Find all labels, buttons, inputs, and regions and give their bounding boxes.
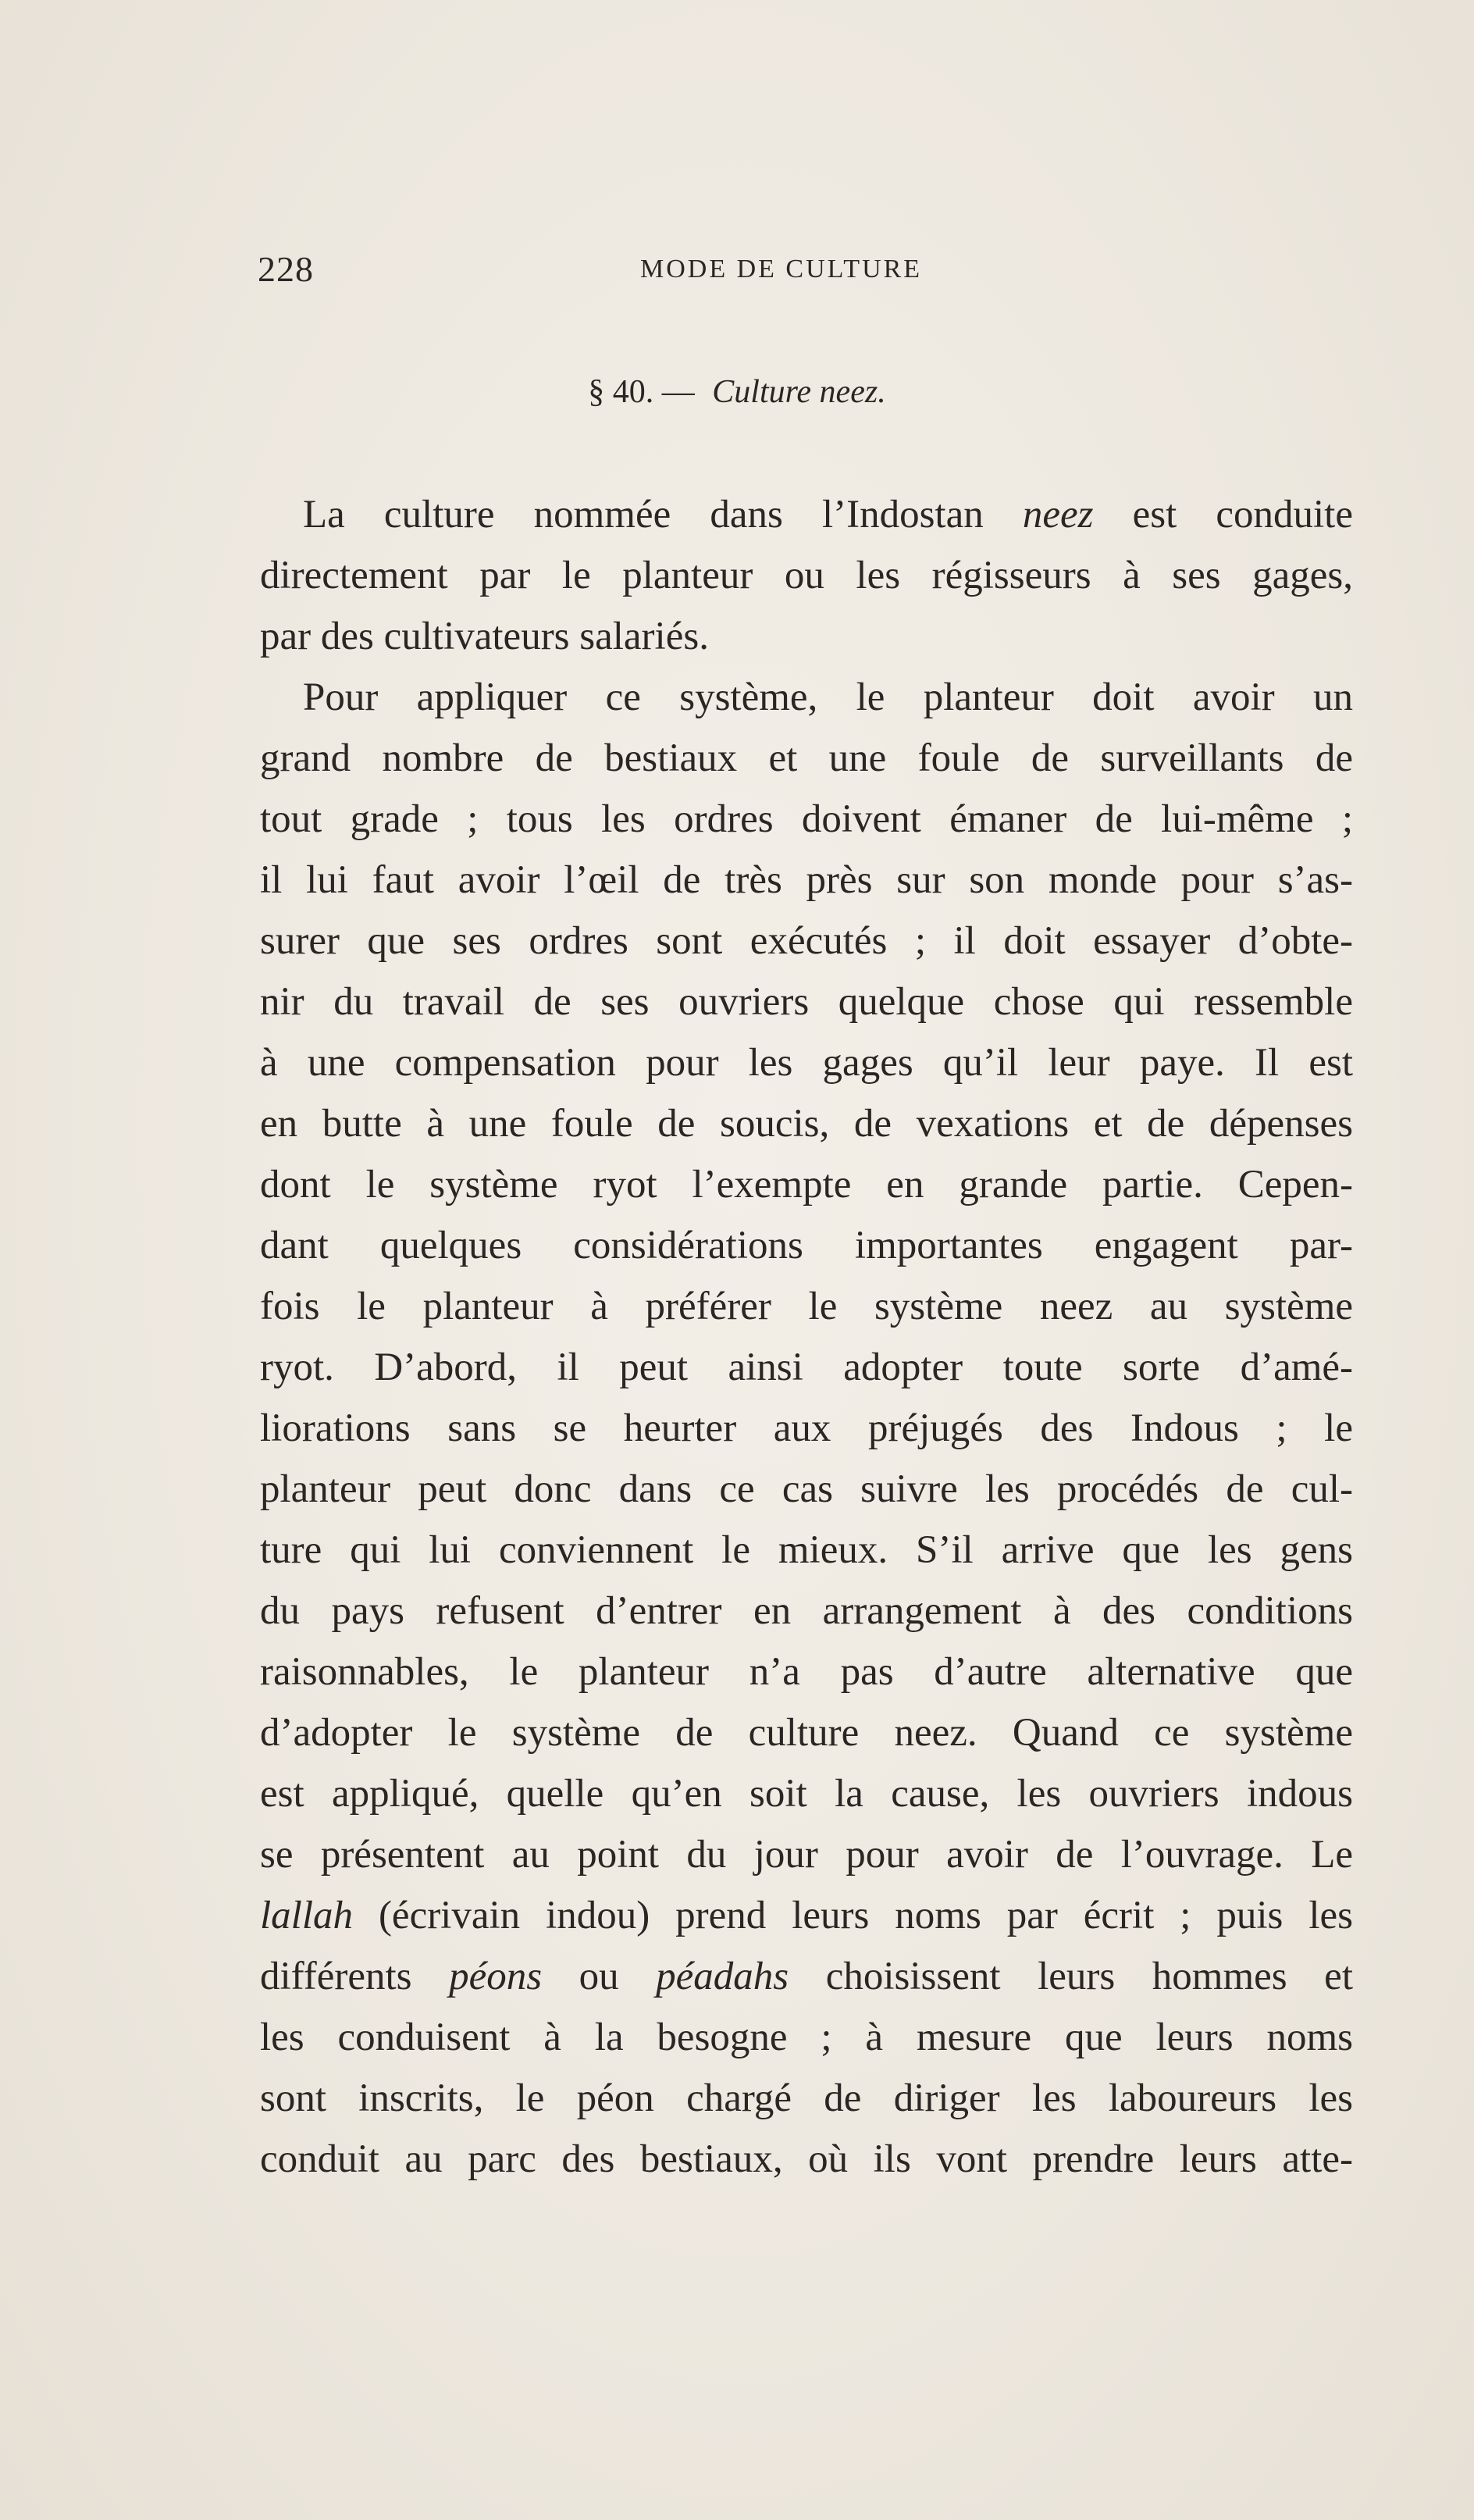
text-line: nir du travail de ses ouvriers quelque chose qui ressemble xyxy=(260,980,1353,1024)
text-line: différents péons ou péadahs choisissent leurs hommes et xyxy=(260,1955,1353,1998)
section-number: § 40. — xyxy=(588,374,695,410)
text-line: sont inscrits, le péon chargé de diriger les laboureurs les xyxy=(260,2076,1353,2120)
text-line: conduit au parc des bestiaux, où ils vont prendre leurs atte- xyxy=(260,2137,1353,2181)
text-line: à une compensation pour les gages qu’il leur paye. Il est xyxy=(260,1041,1353,1085)
text-line: planteur peut donc dans ce cas suivre les procédés de cul- xyxy=(260,1467,1353,1511)
text-line: lallah (écrivain indou) prend leurs noms par écrit ; puis les xyxy=(260,1894,1353,1937)
text-line: se présentent au point du jour pour avoir de l’ouvrage. Le xyxy=(260,1833,1353,1877)
text-line: il lui faut avoir l’œil de très près sur son monde pour s’as- xyxy=(260,858,1353,902)
text-line: en butte à une foule de soucis, de vexations et de dépenses xyxy=(260,1102,1353,1146)
running-head xyxy=(258,248,1351,295)
text-line: directement par le planteur ou les régisseurs à ses gages, xyxy=(260,554,1353,597)
text-line: fois le planteur à préférer le système neez au système xyxy=(260,1285,1353,1328)
text-line: d’adopter le système de culture neez. Quand ce système xyxy=(260,1711,1353,1755)
text-line: liorations sans se heurter aux préjugés des Indous ; le xyxy=(260,1406,1353,1450)
text-line: par des cultivateurs salariés. xyxy=(260,615,709,658)
running-title: MODE DE CULTURE xyxy=(640,255,923,283)
text-line: raisonnables, le planteur n’a pas d’autre alternative que xyxy=(260,1650,1353,1694)
text-line: tout grade ; tous les ordres doivent émaner de lui-même ; xyxy=(260,797,1353,841)
text-line: du pays refusent d’entrer en arrangement à des conditions xyxy=(260,1589,1353,1633)
text-line: grand nombre de bestiaux et une foule de surveillants de xyxy=(260,736,1353,780)
text-line: ture qui lui conviennent le mieux. S’il arrive que les gens xyxy=(260,1528,1353,1572)
text-line: surer que ses ordres sont exécutés ; il doit essayer d’obte- xyxy=(260,919,1353,963)
text-line: est appliqué, quelle qu’en soit la cause, les ouvriers indous xyxy=(260,1772,1353,1816)
text-line: ryot. D’abord, il peut ainsi adopter toute sorte d’amé- xyxy=(260,1346,1353,1389)
text-line: dont le système ryot l’exempte en grande partie. Cepen- xyxy=(260,1163,1353,1207)
page-number: 228 xyxy=(258,249,314,289)
section-heading xyxy=(0,373,1474,411)
text-line: Pour appliquer ce système, le planteur doit avoir un xyxy=(303,675,1353,719)
text-line: les conduisent à la besogne ; à mesure que leurs noms xyxy=(260,2016,1353,2059)
section-title: Culture neez. xyxy=(712,374,886,410)
text-line: dant quelques considérations importantes engagent par- xyxy=(260,1224,1353,1267)
body-text xyxy=(260,484,1353,2190)
text-line: La culture nommée dans l’Indostan neez est conduite xyxy=(303,493,1353,536)
